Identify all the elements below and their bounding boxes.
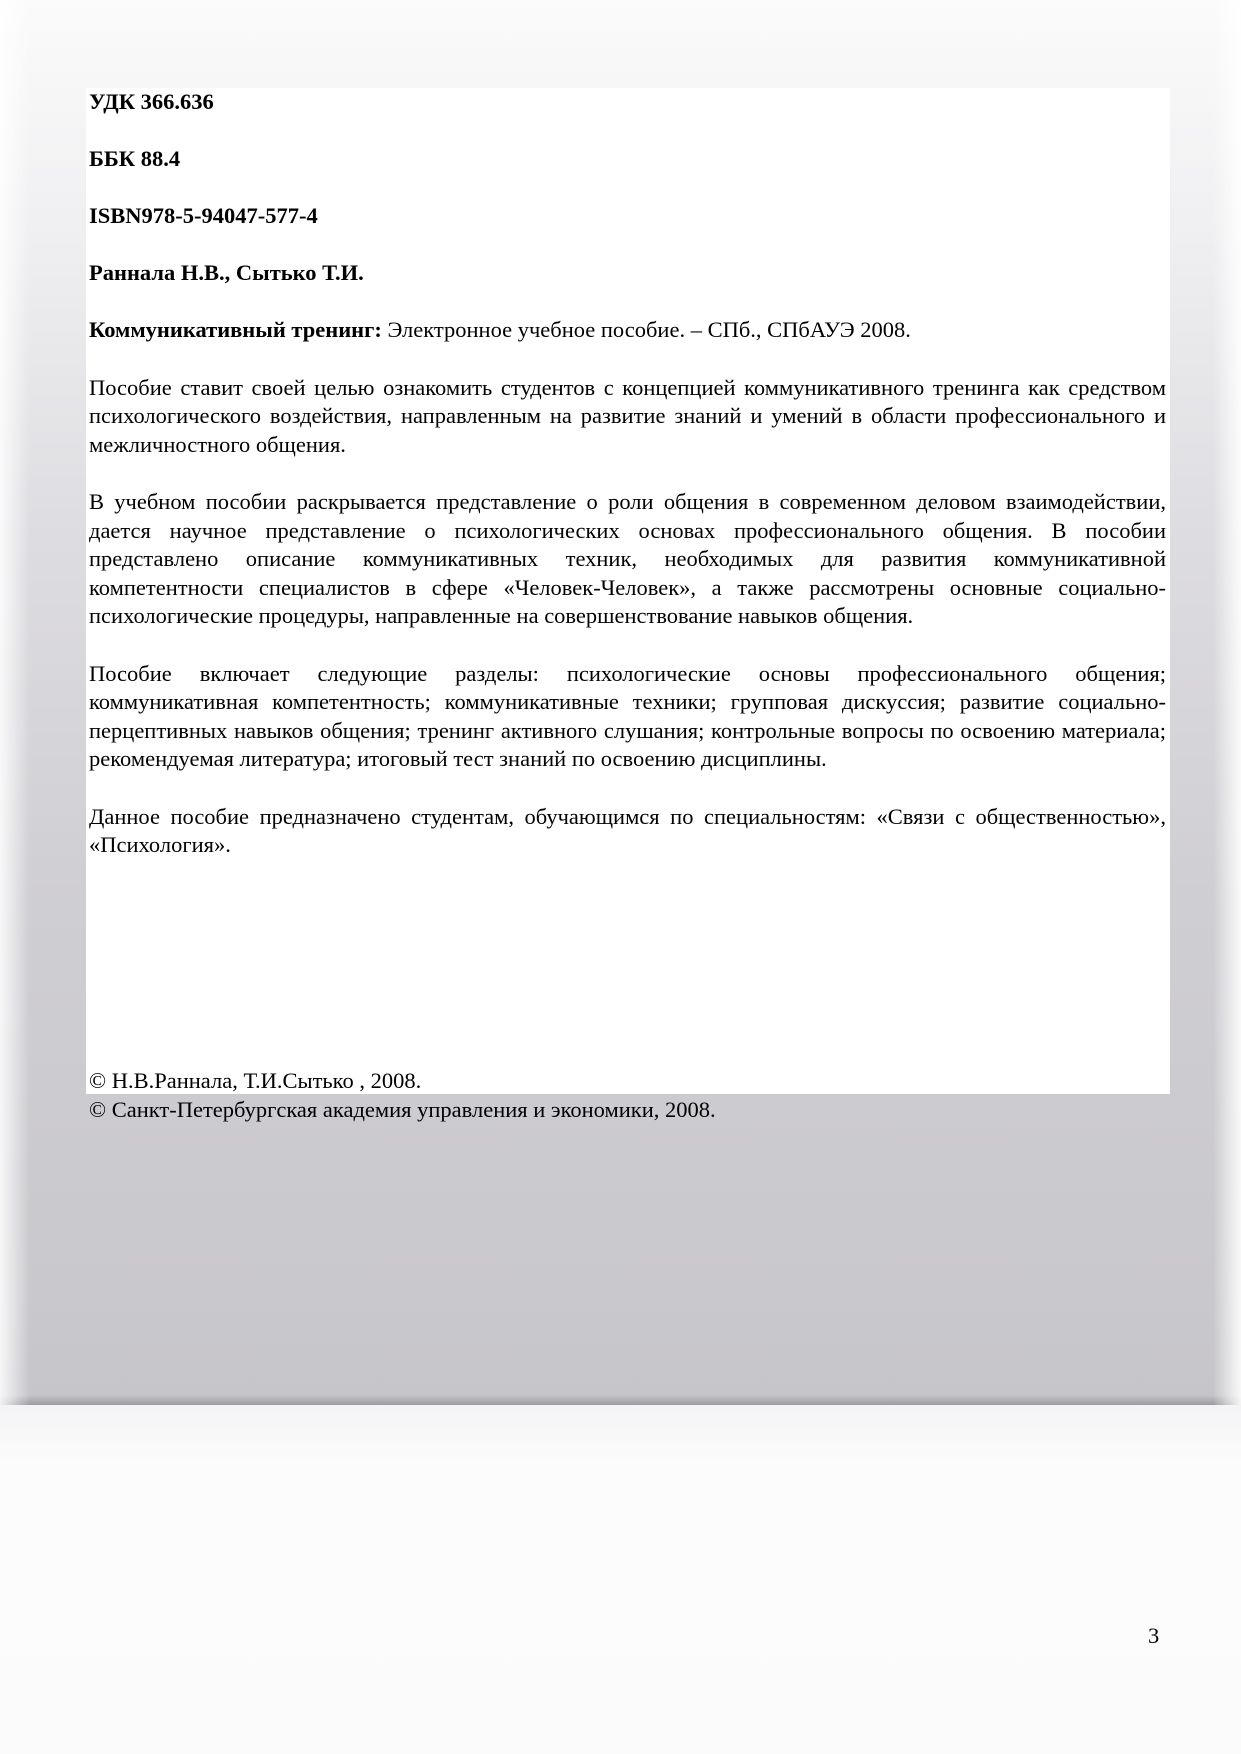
bbk-code: ББК 88.4 xyxy=(89,146,181,171)
copyright-academy: © Санкт-Петербургская академия управления и экономики, 2008. xyxy=(89,1097,716,1122)
citation-title: Коммуникативный тренинг: xyxy=(89,317,382,342)
abstract-paragraph-3: Пособие включает следующие разделы: психологические основы профессионального общения; коммуникативная компетентность; коммуникативные техники; групповая дискуссия; развитие социально-перцептивных навыков общения; тренинг активного слушания; контрольные вопросы по освоению материала; рекомендуемая литература; итоговый тест знаний по освоению дисциплины. xyxy=(89,660,1166,771)
abstract-paragraph-2: В учебном пособии раскрывается представление о роли общения в современном деловом взаимодействии, дается научное представление о психологических основах профессионального общения. В пособии представлено описание коммуникативных техник, необходимых для развития коммуникативной компетентности специалистов в сфере «Человек-Человек», а также рассмотрены основные социально-психологические процедуры, направленные на совершенствование навыков общения. xyxy=(89,489,1166,628)
page-number: 3 xyxy=(1148,1623,1160,1648)
abstract-paragraph-1: Пособие ставит своей целью ознакомить студентов с концепцией коммуникативного тренинга как средством психологического воздействия, направленным на развитие знаний и умений в области профессионального и межличностного общения. xyxy=(89,374,1166,457)
isbn-code: ISBN978-5-94047-577-4 xyxy=(89,203,318,228)
authors-line: Раннала Н.В., Сытько Т.И. xyxy=(89,260,364,285)
udk-code: УДК 366.636 xyxy=(89,89,214,114)
copyright-authors: © Н.В.Раннала, Т.И.Сытько , 2008. xyxy=(89,1068,422,1093)
citation-details: Электронное учебное пособие. – СПб., СПбАУЭ 2008. xyxy=(381,317,911,342)
abstract-paragraph-4: Данное пособие предназначено студентам, обучающимся по специальностям: «Связи с общественностью», «Психология». xyxy=(89,803,1166,857)
document-body xyxy=(89,88,1166,889)
copyright-block xyxy=(89,1066,1166,1124)
lower-light-area xyxy=(0,1405,1241,1754)
citation-line xyxy=(89,316,1166,345)
